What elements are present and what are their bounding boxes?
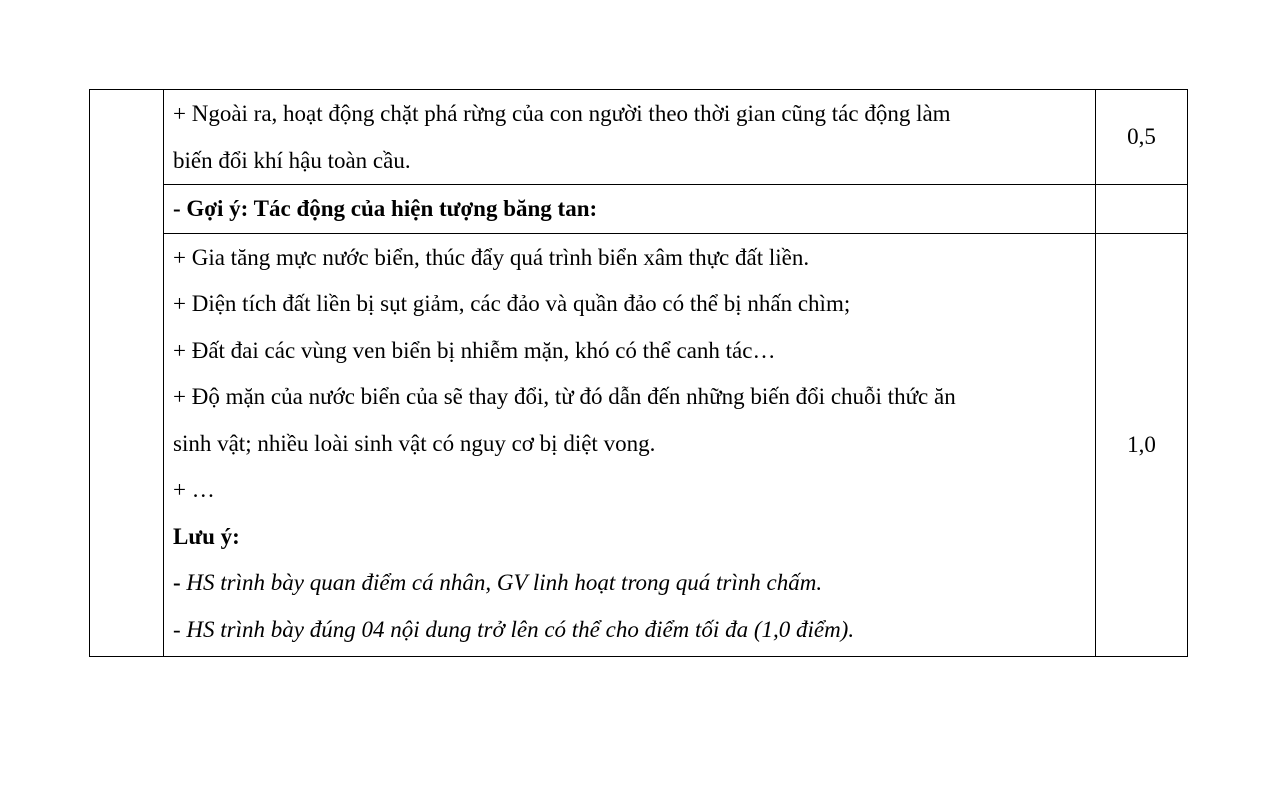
grading-table [89, 89, 1188, 657]
hint-heading: - Gợi ý: Tác động của hiện tượng băng tan: [173, 196, 598, 221]
note-text: HS trình bày quan điểm cá nhân, GV linh hoạt trong quá trình chấm. [180, 570, 823, 595]
answer-line: + Ngoài ra, hoạt động chặt phá rừng của con người theo thời gian cũng tác động làm [173, 101, 951, 126]
answer-line: + Độ mặn của nước biển của sẽ thay đổi, từ đó dẫn đến những biến đổi chuỗi thức ăn [173, 384, 956, 409]
answer-line: + Đất đai các vùng ven biển bị nhiễm mặn, khó có thể canh tác… [173, 337, 776, 363]
table-row [90, 185, 1188, 234]
score-cell: 0,5 [1096, 90, 1188, 185]
score-cell: 1,0 [1096, 233, 1188, 656]
answer-line: + Diện tích đất liền bị sụt giảm, các đảo và quần đảo có thể bị nhấn chìm; [173, 291, 851, 316]
table-row [90, 233, 1188, 656]
note-title: Lưu ý: [173, 523, 240, 549]
answer-cell [164, 185, 1096, 234]
table-row [90, 90, 1188, 185]
question-cell [90, 90, 164, 657]
score-cell [1096, 185, 1188, 234]
note-dash: - [173, 570, 181, 595]
answer-line: sinh vật; nhiều loài sinh vật có nguy cơ bị diệt vong. [173, 430, 656, 456]
note-line [173, 607, 1087, 654]
answer-line: + Gia tăng mực nước biển, thúc đẩy quá trình biển xâm thực đất liền. [173, 244, 810, 270]
answer-line: + … [173, 477, 215, 502]
answer-cell [164, 90, 1096, 185]
note-line [173, 560, 1087, 607]
answer-cell [164, 233, 1096, 656]
answer-line: biến đổi khí hậu toàn cầu. [173, 147, 411, 173]
note-text: - HS trình bày đúng 04 nội dung trở lên có thể cho điểm tối đa (1,0 điểm). [173, 616, 855, 642]
